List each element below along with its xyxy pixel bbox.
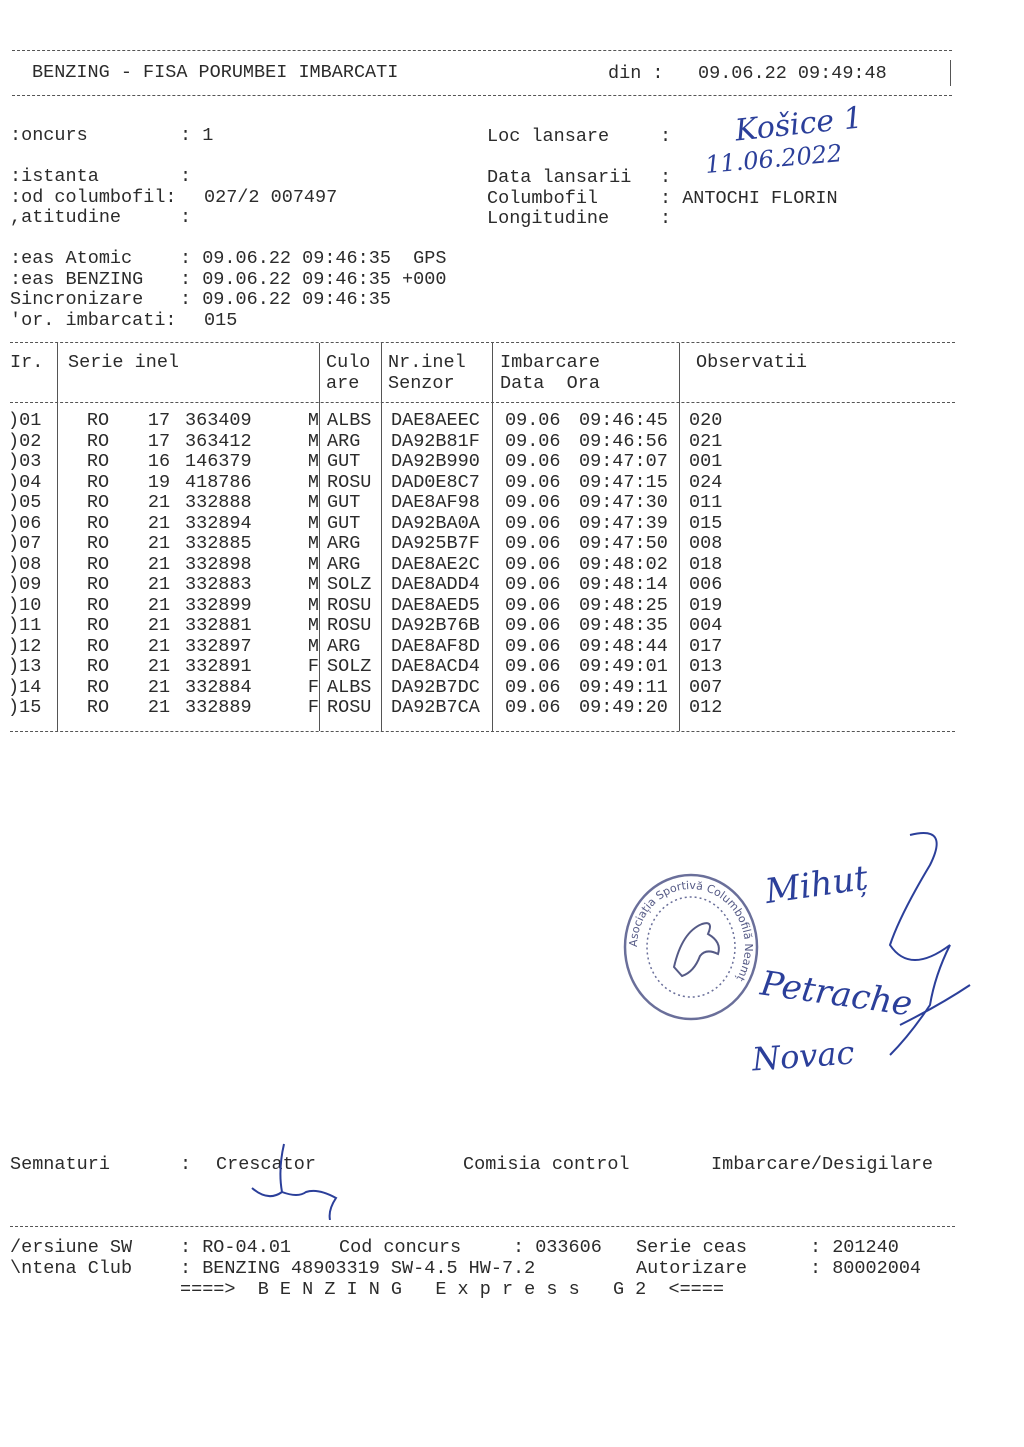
header-culoare-1: Culo: [326, 352, 371, 373]
culoare-cell: SOLZ: [327, 656, 372, 677]
imbarcare-data-cell: 09.06: [505, 492, 561, 513]
serie-number-cell: 332899: [185, 594, 252, 616]
imbarcare-ora-cell: 09:49:20: [579, 697, 668, 718]
latitudine-label: ,atitudine: [10, 207, 122, 228]
table-row: [8, 596, 722, 617]
nr-inel-senzor-cell: DA92BA0A: [391, 512, 480, 534]
nr-inel-senzor-cell: DAE8AF8D: [391, 635, 480, 657]
row-number-cell: )01: [8, 410, 42, 431]
serie-country-cell: RO: [86, 492, 110, 513]
serie-number-cell: 418786: [185, 471, 252, 493]
culoare-cell: ROSU: [327, 594, 372, 616]
serie-number-cell: 332885: [185, 533, 252, 554]
antena-club-value: : BENZING 48903319 SW-4.5 HW-7.2: [180, 1258, 536, 1279]
sex-cell: M: [307, 553, 319, 575]
imbarcare-data-cell: 09.06: [505, 656, 561, 677]
header-observatii: Observatii: [696, 352, 808, 373]
sincronizare-value: : 09.06.22 09:46:35: [180, 289, 391, 310]
porumbei-imbarcati-value: 015: [204, 310, 238, 331]
header-right-border: [950, 60, 951, 86]
header-imbarcare-2: Data Ora: [500, 373, 600, 394]
imbarcare-ora-cell: 09:47:39: [579, 512, 668, 534]
serie-country-cell: RO: [86, 451, 110, 472]
serie-ceas-label: Serie ceas: [636, 1237, 748, 1258]
culoare-cell: GUT: [327, 512, 361, 534]
serie-country-cell: RO: [86, 594, 110, 616]
crescator-signature: [248, 1140, 348, 1220]
row-number-cell: )11: [8, 615, 42, 636]
nr-inel-senzor-cell: DAD0E8C7: [391, 471, 480, 493]
imbarcare-ora-cell: 09:48:25: [579, 594, 668, 616]
nr-inel-senzor-cell: DA92B990: [391, 451, 480, 472]
serie-number-cell: 332889: [185, 697, 252, 718]
serie-country-cell: RO: [86, 471, 110, 493]
serie-number-cell: 363409: [185, 410, 252, 431]
serie-country-cell: RO: [86, 512, 110, 534]
table-row: [8, 493, 722, 514]
table-top-rule: [10, 342, 955, 343]
cod-concurs-label: Cod concurs: [339, 1237, 462, 1258]
serie-country-cell: RO: [86, 635, 110, 657]
row-number-cell: )07: [8, 533, 42, 554]
imbarcare-ora-cell: 09:47:07: [579, 451, 668, 472]
row-number-cell: )13: [8, 656, 42, 677]
imbarcare-data-cell: 09.06: [505, 451, 561, 472]
culoare-cell: ARG: [327, 430, 361, 452]
culoare-cell: GUT: [327, 492, 361, 513]
comisia-control-label: Comisia control: [463, 1154, 630, 1175]
imbarcare-ora-cell: 09:48:02: [579, 553, 668, 575]
observatii-cell: 019: [689, 594, 723, 616]
pigeon-table: [8, 411, 722, 719]
nr-inel-senzor-cell: DAE8AE2C: [391, 553, 480, 575]
row-number-cell: )05: [8, 492, 42, 513]
nr-inel-senzor-cell: DAE8AF98: [391, 492, 480, 513]
serie-number-cell: 332897: [185, 635, 252, 657]
table-row: [8, 555, 722, 576]
row-number-cell: )15: [8, 697, 42, 718]
sex-cell: M: [307, 451, 319, 472]
observatii-cell: 024: [689, 471, 723, 493]
row-number-cell: )04: [8, 471, 42, 493]
serie-year-cell: 21: [147, 512, 171, 534]
serie-ceas-value: : 201240: [810, 1237, 899, 1258]
table-row: [8, 514, 722, 535]
observatii-cell: 011: [689, 492, 723, 513]
signature-2: Petrache: [757, 963, 915, 1025]
sex-cell: M: [307, 512, 319, 534]
header-culoare-2: are: [326, 373, 360, 394]
sex-cell: M: [307, 635, 319, 657]
serie-year-cell: 21: [147, 574, 171, 595]
table-row: [8, 473, 722, 494]
imbarcare-data-cell: 09.06: [505, 471, 561, 493]
imbarcare-ora-cell: 09:48:35: [579, 615, 668, 636]
observatii-cell: 006: [689, 574, 723, 595]
row-number-cell: )12: [8, 635, 42, 657]
concurs-label: :oncurs: [10, 125, 88, 146]
culoare-cell: ALBS: [327, 410, 372, 431]
imbarcare-data-cell: 09.06: [505, 574, 561, 595]
serie-country-cell: RO: [86, 553, 110, 575]
serie-country-cell: RO: [86, 410, 110, 431]
nr-inel-senzor-cell: DA92B76B: [391, 615, 480, 636]
cod-columbofil-value: 027/2 007497: [204, 187, 338, 208]
ceas-benzing-value: : 09.06.22 09:46:35 +000: [180, 269, 447, 290]
imbarcare-ora-cell: 09:49:01: [579, 656, 668, 677]
observatii-cell: 017: [689, 635, 723, 657]
observatii-cell: 012: [689, 697, 723, 718]
serie-year-cell: 21: [147, 676, 171, 698]
imbarcare-ora-cell: 09:46:45: [579, 410, 668, 431]
imbarcare-data-cell: 09.06: [505, 553, 561, 575]
ceas-atomic-label: :eas Atomic: [10, 248, 133, 269]
row-number-cell: )09: [8, 574, 42, 595]
header-nr-inel-1: Nr.inel: [388, 352, 466, 373]
footer-rule: [10, 1226, 955, 1227]
stamp-inner-ring: [647, 897, 735, 997]
serie-year-cell: 21: [147, 656, 171, 677]
longitudine-label: Longitudine: [487, 208, 610, 229]
table-row: [8, 534, 722, 555]
nr-inel-senzor-cell: DA92B7DC: [391, 676, 480, 698]
latitudine-value: :: [180, 207, 192, 228]
semnaturi-colon: :: [180, 1154, 192, 1175]
row-number-cell: )10: [8, 594, 42, 616]
observatii-cell: 021: [689, 430, 723, 452]
table-row: [8, 452, 722, 473]
row-number-cell: )06: [8, 512, 42, 534]
sex-cell: M: [307, 533, 319, 554]
imbarcare-data-cell: 09.06: [505, 676, 561, 698]
nr-inel-senzor-cell: DA92B7CA: [391, 697, 480, 718]
distanta-label: :istanta: [10, 166, 99, 187]
imbarcare-ora-cell: 09:49:11: [579, 676, 668, 698]
serie-year-cell: 21: [147, 697, 171, 718]
serie-year-cell: 21: [147, 533, 171, 554]
sincronizare-label: Sincronizare: [10, 289, 144, 310]
imbarcare-ora-cell: 09:47:15: [579, 471, 668, 493]
header-top-rule: [12, 50, 952, 51]
crescator-label: Crescator: [216, 1154, 316, 1175]
observatii-cell: 020: [689, 410, 723, 431]
table-row: [8, 575, 722, 596]
imbarcare-ora-cell: 09:48:14: [579, 574, 668, 595]
columbofil-value: : ANTOCHI FLORIN: [660, 188, 838, 209]
sex-cell: M: [307, 615, 319, 636]
concurs-value: : 1: [180, 125, 214, 146]
din-value: 09.06.22 09:49:48: [698, 63, 887, 84]
signature-1: Mihuț: [762, 858, 871, 912]
signature-scribble: [900, 985, 970, 1025]
serie-country-cell: RO: [86, 533, 110, 554]
sex-cell: F: [307, 697, 319, 718]
sex-cell: F: [307, 676, 319, 698]
imbarcare-data-cell: 09.06: [505, 512, 561, 534]
header-nr: Ir.: [10, 352, 44, 373]
observatii-cell: 007: [689, 676, 723, 698]
imbarcare-data-cell: 09.06: [505, 635, 561, 657]
sex-cell: M: [307, 471, 319, 493]
cod-concurs-value: : 033606: [513, 1237, 602, 1258]
imbarcare-data-cell: 09.06: [505, 430, 561, 452]
header-imbarcare-1: Imbarcare: [500, 352, 600, 373]
serie-country-cell: RO: [86, 697, 110, 718]
imbarcare-ora-cell: 09:48:44: [579, 635, 668, 657]
nr-inel-senzor-cell: DAE8AEEC: [391, 410, 480, 431]
observatii-cell: 008: [689, 533, 723, 554]
serie-number-cell: 363412: [185, 430, 252, 452]
imbarcare-desigilare-label: Imbarcare/Desigilare: [711, 1154, 934, 1175]
sex-cell: M: [307, 410, 319, 431]
serie-number-cell: 332884: [185, 676, 252, 698]
serie-number-cell: 146379: [185, 451, 252, 472]
autorizare-value: : 80002004: [810, 1258, 922, 1279]
nr-inel-senzor-cell: DAE8AED5: [391, 594, 480, 616]
header-nr-inel-2: Senzor: [388, 373, 455, 394]
loc-lansare-label: Loc lansare: [487, 126, 610, 147]
imbarcare-data-cell: 09.06: [505, 615, 561, 636]
table-bottom-rule: [10, 731, 955, 732]
nr-inel-senzor-cell: DAE8ACD4: [391, 656, 480, 677]
ceas-benzing-label: :eas BENZING: [10, 269, 144, 290]
handwritten-place: Košice 1: [733, 100, 865, 149]
data-lansarii-value: :: [660, 167, 672, 188]
antena-club-label: \ntena Club: [10, 1258, 133, 1279]
table-row: [8, 678, 722, 699]
signature-3: Novac: [750, 1033, 856, 1079]
table-row: [8, 616, 722, 637]
observatii-cell: 001: [689, 451, 723, 472]
imbarcare-ora-cell: 09:46:56: [579, 430, 668, 452]
benzing-express-banner: ====> B E N Z I N G E x p r e s s G 2 <====: [180, 1279, 724, 1300]
serie-year-cell: 17: [147, 410, 171, 431]
nr-inel-senzor-cell: DA92B81F: [391, 430, 480, 452]
handwritten-date: 11.06.2022: [704, 139, 844, 179]
association-stamp: [622, 872, 760, 1022]
imbarcare-data-cell: 09.06: [505, 410, 561, 431]
serie-number-cell: 332898: [185, 553, 252, 575]
table-row: [8, 657, 722, 678]
culoare-cell: ALBS: [327, 676, 372, 698]
header-bottom-rule: [12, 95, 952, 96]
row-number-cell: )02: [8, 430, 42, 452]
serie-country-cell: RO: [86, 656, 110, 677]
sex-cell: M: [307, 594, 319, 616]
table-header-rule: [10, 402, 955, 403]
sex-cell: M: [307, 492, 319, 513]
nr-inel-senzor-cell: DA925B7F: [391, 533, 480, 554]
culoare-cell: SOLZ: [327, 574, 372, 595]
observatii-cell: 018: [689, 553, 723, 575]
imbarcare-ora-cell: 09:47:30: [579, 492, 668, 513]
serie-year-cell: 21: [147, 615, 171, 636]
signature-scribbles: [840, 825, 980, 1085]
imbarcare-ora-cell: 09:47:50: [579, 533, 668, 554]
serie-country-cell: RO: [86, 430, 110, 452]
serie-number-cell: 332894: [185, 512, 252, 534]
serie-country-cell: RO: [86, 615, 110, 636]
versiune-sw-value: : RO-04.01: [180, 1237, 292, 1258]
serie-year-cell: 21: [147, 594, 171, 616]
observatii-cell: 004: [689, 615, 723, 636]
imbarcare-data-cell: 09.06: [505, 594, 561, 616]
din-label: din :: [608, 63, 664, 84]
culoare-cell: ARG: [327, 533, 361, 554]
culoare-cell: ARG: [327, 635, 361, 657]
document-title: BENZING - FISA PORUMBEI IMBARCATI: [32, 62, 399, 83]
serie-year-cell: 19: [147, 471, 171, 493]
serie-year-cell: 17: [147, 430, 171, 452]
table-row: [8, 698, 722, 719]
serie-number-cell: 332891: [185, 656, 252, 677]
dove-icon: [674, 923, 719, 976]
serie-number-cell: 332881: [185, 615, 252, 636]
sex-cell: M: [307, 430, 319, 452]
imbarcare-data-cell: 09.06: [505, 533, 561, 554]
autorizare-label: Autorizare: [636, 1258, 748, 1279]
serie-number-cell: 332888: [185, 492, 252, 513]
longitudine-value: :: [660, 208, 672, 229]
serie-year-cell: 21: [147, 635, 171, 657]
culoare-cell: ROSU: [327, 471, 372, 493]
serie-year-cell: 21: [147, 492, 171, 513]
culoare-cell: ARG: [327, 553, 361, 575]
sex-cell: F: [307, 656, 319, 677]
sex-cell: M: [307, 574, 319, 595]
culoare-cell: GUT: [327, 451, 361, 472]
ceas-atomic-value: : 09.06.22 09:46:35 GPS: [180, 248, 447, 269]
signature-scribble: [890, 833, 950, 1055]
culoare-cell: ROSU: [327, 615, 372, 636]
imbarcare-data-cell: 09.06: [505, 697, 561, 718]
semnaturi-label: Semnaturi: [10, 1154, 110, 1175]
serie-year-cell: 16: [147, 451, 171, 472]
row-number-cell: )03: [8, 451, 42, 472]
culoare-cell: ROSU: [327, 697, 372, 718]
table-row: [8, 637, 722, 658]
distanta-value: :: [180, 166, 192, 187]
observatii-cell: 013: [689, 656, 723, 677]
nr-inel-senzor-cell: DAE8ADD4: [391, 574, 480, 595]
row-number-cell: )08: [8, 553, 42, 575]
loc-lansare-value: :: [660, 126, 672, 147]
columbofil-label: Columbofil: [487, 188, 599, 209]
serie-year-cell: 21: [147, 553, 171, 575]
pigeon-table-body: [8, 411, 722, 719]
serie-number-cell: 332883: [185, 574, 252, 595]
row-number-cell: )14: [8, 676, 42, 698]
cod-columbofil-label: :od columbofil:: [10, 187, 177, 208]
versiune-sw-label: /ersiune SW: [10, 1237, 133, 1258]
stamp-text: Asociația Sportivă Columbofilă Neamț: [626, 878, 756, 984]
observatii-cell: 015: [689, 512, 723, 534]
porumbei-imbarcati-label: 'or. imbarcati:: [10, 310, 177, 331]
table-row: [8, 432, 722, 453]
serie-country-cell: RO: [86, 676, 110, 698]
table-row: [8, 411, 722, 432]
header-serie-inel: Serie inel: [68, 352, 180, 373]
data-lansarii-label: Data lansarii: [487, 167, 632, 188]
serie-country-cell: RO: [86, 574, 110, 595]
